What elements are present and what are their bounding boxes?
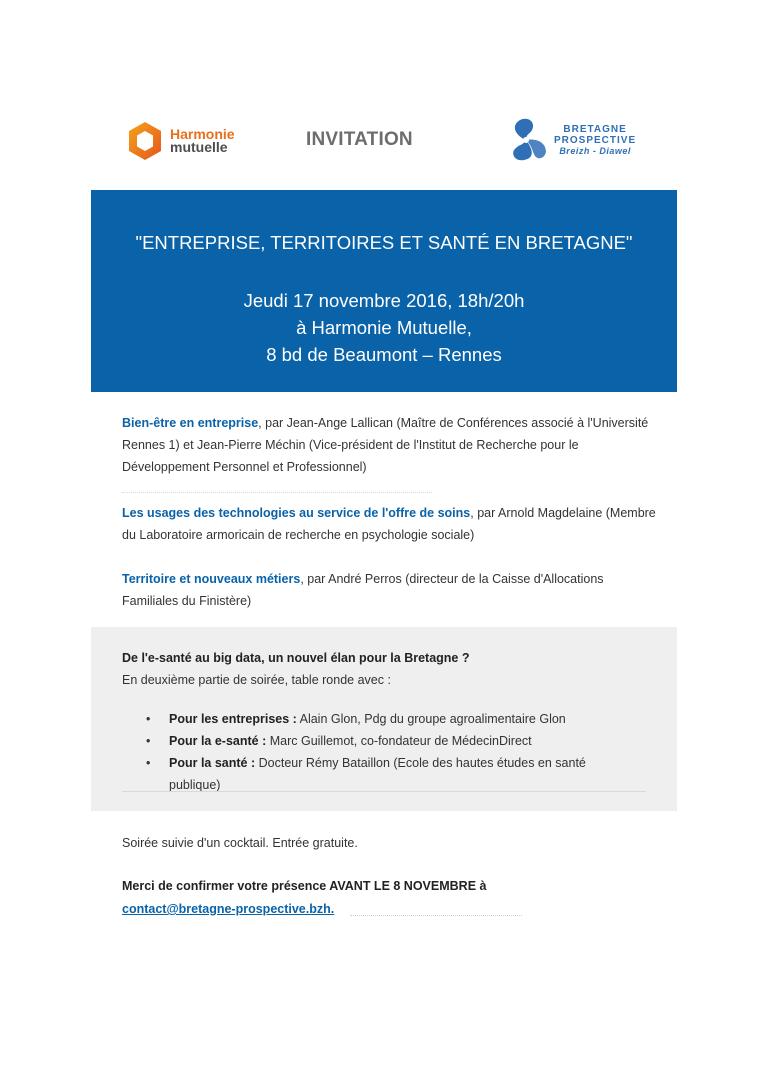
separator: [122, 791, 646, 792]
roundtable-question: De l'e-santé au big data, un nouvel élan pour la Bretagne ?: [122, 651, 470, 665]
list-item: [146, 752, 636, 796]
harmonie-logo-line1: Harmonie: [170, 126, 235, 142]
roundtable-intro: En deuxième partie de soirée, table ronde avec :: [122, 673, 391, 687]
event-details: [91, 287, 677, 368]
panelist-name: Docteur Rémy Bataillon (Ecole des hautes études en santé publique): [169, 756, 586, 792]
roundtable-box: [91, 627, 677, 811]
talk-item: [122, 502, 662, 546]
talk-title: Les usages des technologies au service de l'offre de soins: [122, 506, 471, 520]
panelist-role: Pour la santé :: [169, 756, 256, 770]
panelist-role: Pour la e-santé :: [169, 734, 267, 748]
harmonie-logo-line2: mutuelle: [170, 139, 228, 155]
cocktail-note: Soirée suivie d'un cocktail. Entrée gratuite.: [122, 836, 358, 850]
panelist-name: Marc Guillemot, co-fondateur de MédecinDirect: [266, 734, 532, 748]
event-banner: [91, 190, 677, 392]
bp-logo-line1: BRETAGNE: [563, 123, 627, 135]
list-item: [146, 730, 636, 752]
bullet-icon: •: [146, 712, 151, 726]
talk-item: [122, 568, 662, 612]
separator: [122, 492, 432, 493]
triskel-icon: [502, 116, 550, 164]
talk-speakers: , par André Perros (directeur de la Caisse d'Allocations Familiales du Finistère): [122, 572, 604, 608]
harmonie-mutuelle-logo: [126, 118, 235, 164]
panelist-name: Alain Glon, Pdg du groupe agroalimentaire Glon: [296, 712, 566, 726]
bullet-icon: •: [146, 734, 151, 748]
talk-item: [122, 412, 662, 478]
rsvp-text: Merci de confirmer votre présence AVANT LE 8 NOVEMBRE à: [122, 879, 487, 893]
event-address: 8 bd de Beaumont – Rennes: [266, 344, 502, 365]
talk-title: Territoire et nouveaux métiers: [122, 572, 301, 586]
talk-title: Bien-être en entreprise: [122, 416, 259, 430]
event-date: Jeudi 17 novembre 2016, 18h/20h: [243, 290, 525, 311]
list-item: [146, 708, 636, 730]
bp-logo-line3: Breizh - Diawel: [559, 145, 631, 156]
talk-speakers: , par Arnold Magdelaine (Membre du Laboratoire armoricain de recherche en psychologie sociale): [122, 506, 656, 542]
panelist-role: Pour les entreprises :: [169, 712, 297, 726]
bullet-icon: •: [146, 756, 151, 770]
invitation-heading: INVITATION: [306, 129, 413, 150]
bp-logo-line2: PROSPECTIVE: [554, 134, 637, 146]
separator: [350, 915, 522, 916]
bretagne-prospective-logo: [502, 115, 636, 165]
harmonie-hexagon-icon: [126, 120, 164, 162]
roundtable-list: [146, 708, 636, 796]
event-venue: à Harmonie Mutuelle,: [296, 317, 472, 338]
talk-speakers: , par Jean-Ange Lallican (Maître de Conférences associé à l'Université Rennes 1) et Jean-Pierre Méchin (Vice-président de l'Institut de Recherche pour le Développement Personnel et Professionnel): [122, 416, 649, 474]
event-title: "ENTREPRISE, TERRITOIRES ET SANTÉ EN BRETAGNE": [135, 232, 633, 253]
contact-email-link[interactable]: contact@bretagne-prospective.bzh.: [122, 902, 335, 916]
